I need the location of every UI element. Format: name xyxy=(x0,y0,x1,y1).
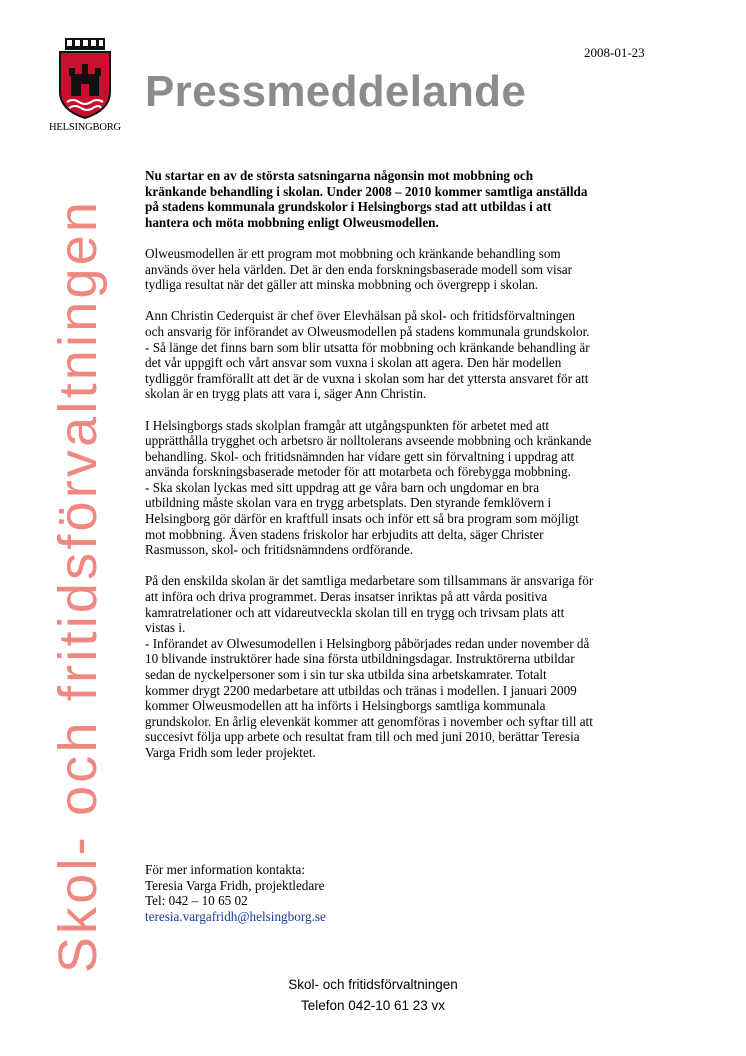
coat-of-arms-icon xyxy=(57,38,113,120)
lead-line: hantera och möta mobbning enligt Olweusmodellen. xyxy=(145,214,439,230)
body-line: vistas i. xyxy=(145,620,186,636)
contact-intro: För mer information kontakta: xyxy=(145,862,306,877)
body-line: tydliga resultat när det gäller att minska mobbning och övergrepp i skolan. xyxy=(145,277,539,293)
body-line: sedan de nyckelpersoner som i sin tur ska utbilda sina arbetskamrater. Totalt xyxy=(145,667,547,682)
body-line: Helsingborg gör därför en kraftfull insats och inför ett så bra program som möjligt xyxy=(145,511,579,527)
body-line: I Helsingborgs stads skolplan framgår att utgångspunkten för arbetet med att xyxy=(145,417,550,433)
sidebar xyxy=(48,168,108,1004)
body-line: det vår uppgift och vårt ansvar som vuxna i skolan att agera. Den här modellen xyxy=(145,355,562,371)
contact-block xyxy=(145,862,326,924)
footer-department: Skol- och fritidsförvaltningen xyxy=(288,977,458,992)
body-line: används över hela världen. Det är den enda forskningsbaserade modell som visar xyxy=(145,261,572,277)
paragraph-cederquist xyxy=(145,308,665,402)
body-line: utbildning måste skolan vara en trygg arbetsplats. Den styrande femklövern i xyxy=(145,495,552,511)
body-line: kommer drygt 2200 medarbetare att utbildas och tränas i modellen. I januari 2009 xyxy=(145,682,577,698)
contact-email-link[interactable]: teresia.vargafridh@helsingborg.se xyxy=(145,908,326,924)
body-line: kamratrelationer och att vidareutveckla skolan till en trygg och trivsam plats att xyxy=(145,604,565,620)
body-line: succesivt följa upp arbete och resultat fram till och med juni 2010, berättar Teresia xyxy=(145,729,580,745)
body-line: Olweusmodellen är ett program mot mobbning och kränkande behandling som xyxy=(145,245,561,261)
helsingborg-logo xyxy=(42,38,128,140)
body-line: mot mobbning. Även stadens friskolor har erbjudits att delta, säger Christer xyxy=(145,526,544,542)
paragraph-olweus-intro xyxy=(145,246,665,293)
body-line: behandling. Skol- och fritidsnämnden har vidare gett sin förvaltning i uppdrag att xyxy=(145,448,575,464)
page-title: Pressmeddelande xyxy=(145,67,527,116)
footer xyxy=(0,974,746,1016)
body-line: 10 blivande instruktörer hade sina första utbildningsdagar. Instruktörerna utbildar xyxy=(145,651,575,667)
body-line: Rasmusson, skol- och fritidsnämndens ordförande. xyxy=(145,542,414,558)
press-release-body xyxy=(145,168,665,776)
body-line: På den enskilda skolan är det samtliga medarbetare som tillsammans är ansvariga för xyxy=(145,573,594,589)
body-line: skolan är en trygg plats att vara i, säger Ann Christin. xyxy=(145,386,427,402)
paragraph-enskilda-skolan xyxy=(145,573,665,760)
body-line: grundskolor. En årlig elevenkät kommer att genomföras i november och syftar till att xyxy=(145,713,593,729)
lead-line: på stadens kommunala grundskolor i Helsingborgs stad att utbildas i att xyxy=(145,199,552,215)
footer-phone: Telefon 042-10 61 23 vx xyxy=(300,998,446,1013)
lead-paragraph xyxy=(145,168,665,230)
body-line: - Så länge det finns barn som blir utsatta för mobbning och kränkande behandling är xyxy=(145,339,590,355)
sidebar-department-text: Skol- och fritidsförvaltningen xyxy=(48,198,108,974)
body-line: och ansvarig för införandet av Olweusmodellen på stadens kommunala grundskolor. xyxy=(145,323,590,339)
lead-line: kränkande behandling i skolan. Under 2008 – 2010 kommer samtliga anställda xyxy=(145,183,588,199)
body-line: använda forskningsbaserade metoder för att motarbeta och förebygga mobbning. xyxy=(145,464,571,480)
body-line: Varga Fridh som leder projektet. xyxy=(145,744,316,760)
body-line: Ann Christin Cederquist är chef över Elevhälsan på skol- och fritidsförvaltningen xyxy=(145,308,575,324)
contact-phone: Tel: 042 – 10 65 02 xyxy=(145,893,248,909)
body-line: - Införandet av Olwesumodellen i Helsingborg påbörjades redan under november då xyxy=(145,635,590,651)
logo-text: HELSINGBORG xyxy=(49,122,121,133)
body-line: att införa och driva programmet. Deras insatser inriktas på att vårda positiva xyxy=(145,589,548,605)
body-line: - Ska skolan lyckas med sitt uppdrag att ge våra barn och ungdomar en bra xyxy=(145,479,540,495)
lead-line: Nu startar en av de största satsningarna någonsin mot mobbning och xyxy=(145,168,534,183)
body-line: kommer Olweusmodellen att ha införts i Helsingborgs samtliga kommunala xyxy=(145,698,546,714)
body-line: upprätthålla trygghet och arbetsro är nolltolerans avseende mobbning och kränkande xyxy=(145,433,592,449)
document-date: 2008-01-23 xyxy=(584,45,645,60)
paragraph-skolplan xyxy=(145,418,665,558)
contact-name: Teresia Varga Fridh, projektledare xyxy=(145,877,325,893)
body-line: tydliggör framförallt att det är de vuxna i skolan som har det yttersta ansvaret för att xyxy=(145,370,589,386)
